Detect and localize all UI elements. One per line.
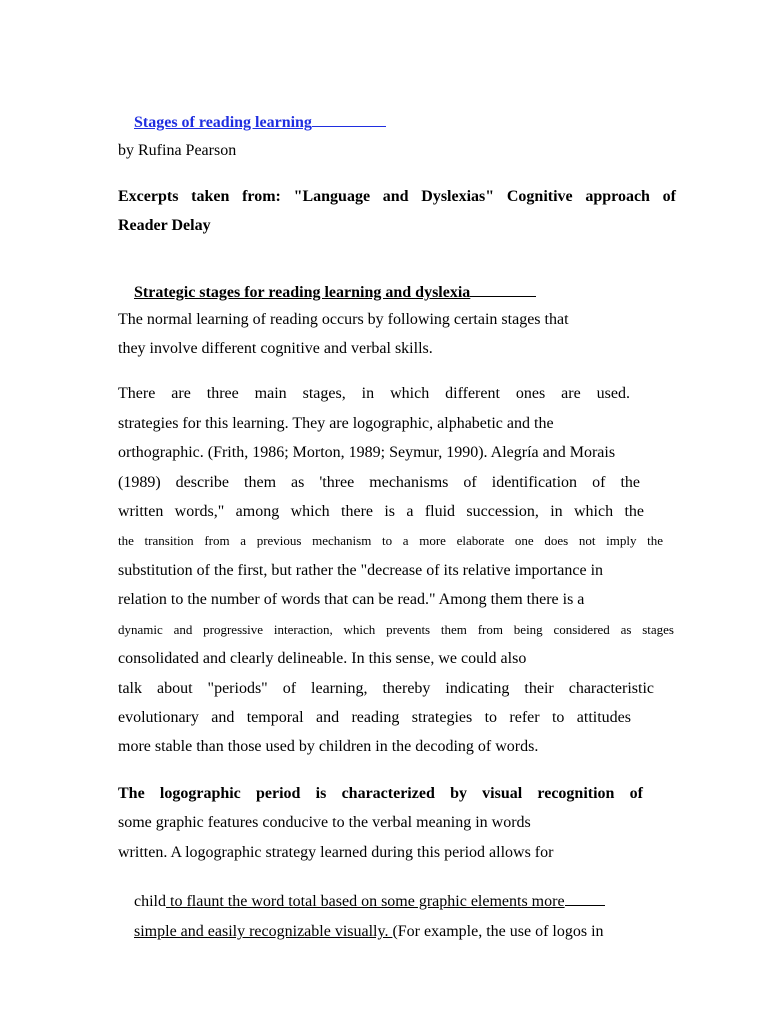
p3-underlined-phrase: to flaunt the word total based on some graphic elements more [166, 893, 565, 910]
excerpt-line-2: Reader Delay [118, 217, 211, 234]
section-heading: Strategic stages for reading learning and dyslexia [134, 284, 471, 301]
p3-child-word: child [134, 893, 166, 910]
p2-line-9: dynamic and progressive interaction, which prevents them from being considered as stages [118, 622, 674, 637]
p1-line-2: they involve different cognitive and verbal skills. [118, 340, 433, 357]
p3-line-4-rest: (For example, the use of logos in [392, 923, 604, 940]
p2-line-13: more stable than those used by children in the decoding of words. [118, 738, 539, 755]
p2-line-12: evolutionary and temporal and reading strategies to refer to attitudes [118, 709, 631, 726]
p2-line-8: relation to the number of words that can be read." Among them there is a [118, 591, 585, 608]
p2-line-7: substitution of the first, but rather the "decrease of its relative importance in [118, 562, 604, 579]
p3-line-2: written. A logographic strategy learned during this period allows for [118, 844, 554, 861]
p3-line-4 [118, 902, 604, 962]
title-link[interactable]: Stages of reading learning [134, 114, 312, 131]
p2-line-3: orthographic. (Frith, 1986; Morton, 1989; Seymur, 1990). Alegría and Morais [118, 444, 616, 461]
p2-line-4: (1989) describe them as 'three mechanisms of identification of the [118, 474, 640, 491]
p3-bold-line: The logographic period is characterized by visual recognition of [118, 785, 643, 802]
p1-line-1: The normal learning of reading occurs by following certain stages that [118, 311, 569, 328]
byline: by Rufina Pearson [118, 142, 237, 159]
excerpt-line-1: Excerpts taken from: "Language and Dyslexias" Cognitive approach of [118, 188, 676, 205]
p2-line-10: consolidated and clearly delineable. In this sense, we could also [118, 650, 527, 667]
title-underline-trail [312, 125, 386, 127]
p2-line-6: the transition from a previous mechanism to a more elaborate one does not imply the [118, 533, 663, 548]
p2-line-5: written words," among which there is a fluid succession, in which the [118, 503, 644, 520]
p3-line-1: some graphic features conducive to the verbal meaning in words [118, 814, 531, 831]
heading-underline-trail [470, 295, 536, 297]
p3-underlined-end: simple and easily recognizable visually. [134, 923, 393, 940]
p2-line-1: There are three main stages, in which different ones are used. [118, 385, 630, 402]
p2-line-11: talk about "periods" of learning, thereby indicating their characteristic [118, 680, 654, 697]
p2-line-2: strategies for this learning. They are logographic, alphabetic and the [118, 415, 554, 432]
